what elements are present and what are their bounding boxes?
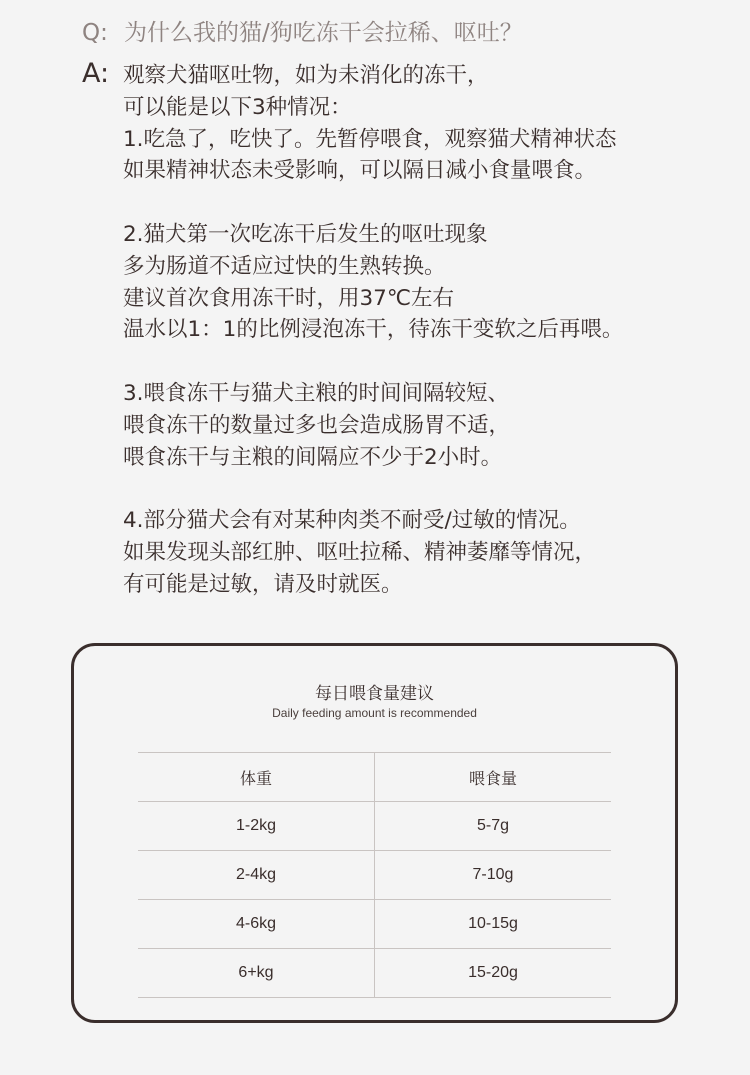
answer-intro-line: 观察犬猫呕吐物，如为未消化的冻干， <box>123 63 489 88</box>
table-row <box>138 949 611 998</box>
amount-cell: 10-15g <box>375 900 612 949</box>
amount-cell: 7-10g <box>375 851 612 900</box>
answer-intro-line: 可以能是以下3种情况： <box>123 94 352 120</box>
point-3-line: 喂食冻干的数量过多也会造成肠胃不适， <box>123 412 511 438</box>
feeding-table <box>138 752 611 998</box>
weight-cell: 6+kg <box>138 949 375 998</box>
point-3-line: 喂食冻干与主粮的间隔应不少于2小时。 <box>123 444 503 470</box>
point-1-line: 如果精神状态未受影响，可以隔日减小食量喂食。 <box>123 158 597 184</box>
question-marker: Q: <box>82 20 108 46</box>
weight-cell: 2-4kg <box>138 851 375 900</box>
table-row <box>138 802 611 851</box>
amount-cell: 5-7g <box>375 802 612 851</box>
table-header-row <box>138 753 611 802</box>
point-2-line: 温水以1：1的比例浸泡冻干，待冻干变软之后再喂。 <box>123 317 624 343</box>
amount-cell: 15-20g <box>375 949 612 998</box>
point-2-line: 2.猫犬第一次吃冻干后发生的呕吐现象 <box>123 221 488 247</box>
column-header-weight: 体重 <box>138 753 375 802</box>
point-3-line: 3.喂食冻干与猫犬主粮的时间间隔较短、 <box>123 380 510 406</box>
card-subtitle: Daily feeding amount is recommended <box>272 706 477 720</box>
table-row <box>138 900 611 949</box>
point-2-line: 多为肠道不适应过快的生熟转换。 <box>123 253 446 279</box>
weight-cell: 1-2kg <box>138 802 375 851</box>
answer-marker: A: <box>82 58 110 89</box>
table-row <box>138 851 611 900</box>
point-1-line: 1.吃急了，吃快了。先暂停喂食，观察猫犬精神状态 <box>123 126 617 152</box>
point-4-line: 4.部分猫犬会有对某种肉类不耐受/过敏的情况。 <box>123 508 581 534</box>
point-4-line: 如果发现头部红肿、呕吐拉稀、精神萎靡等情况， <box>123 539 597 565</box>
point-2-line: 建议首次食用冻干时，用37℃左右 <box>123 285 455 311</box>
question <box>82 14 523 47</box>
column-header-amount: 喂食量 <box>375 753 612 802</box>
feeding-card <box>71 643 678 1023</box>
card-title: 每日喂食量建议 <box>315 684 434 704</box>
answer-text <box>123 60 723 601</box>
point-4-line: 有可能是过敏，请及时就医。 <box>123 571 403 597</box>
weight-cell: 4-6kg <box>138 900 375 949</box>
question-text: 为什么我的猫/狗吃冻干会拉稀、呕吐？ <box>124 20 523 46</box>
